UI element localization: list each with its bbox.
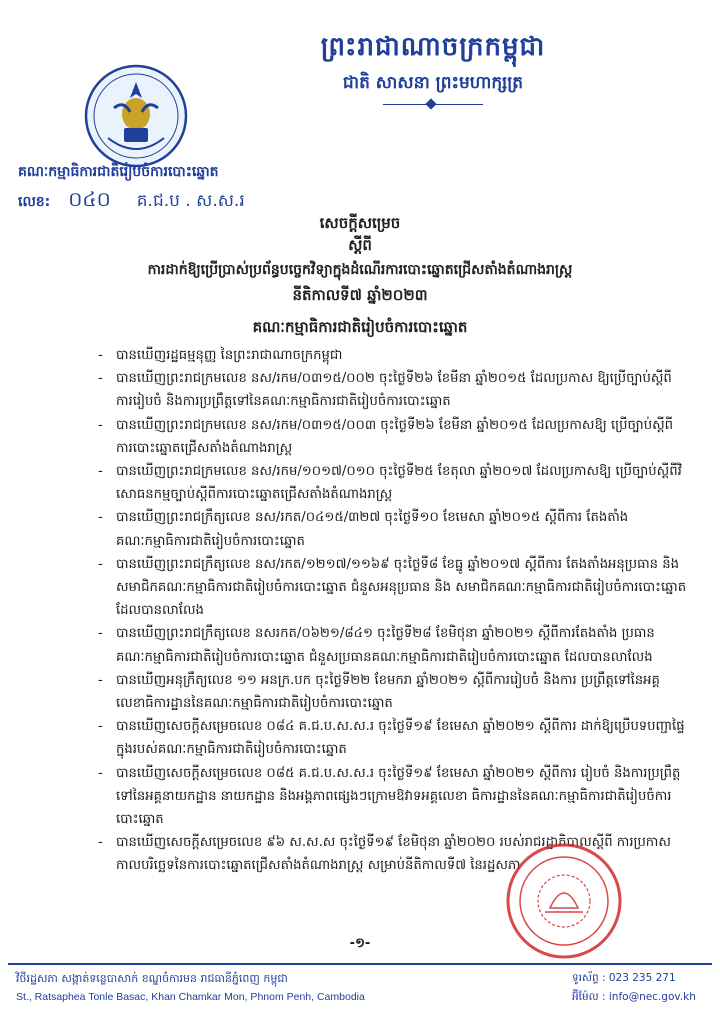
footer-email: អ៊ីម៉ែល : info@nec.gov.kh: [572, 991, 696, 1003]
committee-name: គណៈកម្មាធិការជាតិរៀបចំការបោះឆ្នោត: [18, 164, 219, 180]
list-item: - បានឃើញព្រះរាជក្រឹត្យលេខ នសរកត/០៦២១/៨៤១ ចុះថ្ងៃទី២៨ ខែមិថុនា ឆ្នាំ២០២១ ស្តីពីការតែងតាំង ប្រធានគណៈកម្មាធិការជាតិរៀបចំការបោះឆ្នោត ជំនួសប្រធានគណៈកម្មាធិការជាតិរៀបចំការបោះឆ្នោត ដែលបានលាលែង: [98, 622, 688, 668]
footer-address-kh: វិថីរដ្ឋសភា សង្កាត់ទន្លេបាសាក់ ខណ្ឌចំការមន រាជធានីភ្នំពេញ កម្ពុជា: [16, 972, 288, 985]
regarding-label: ស្តីពី: [348, 236, 372, 254]
list-item: - បានឃើញសេចក្តីសម្រេចលេខ ៩៦ ស.ស.ស ចុះថ្ងៃទី១៩ ខែមិថុនា ឆ្នាំ២០២០ របស់រាជរដ្ឋាភិបាលស្តីពី ការប្រកាសកាលបរិច្ឆេទនៃការបោះឆ្នោតជ្រើសតាំងតំណាងរាស្ត្រ សម្រាប់នីតិកាលទី៧ នៃរដ្ឋសភា: [98, 831, 688, 877]
national-motto: ជាតិ សាសនា ព្រះមហាក្សត្រ: [342, 73, 524, 93]
footer-divider: [8, 963, 712, 965]
document-number: [18, 186, 245, 216]
considerations-list: [98, 344, 688, 878]
list-item: - បានឃើញអនុក្រឹត្យលេខ ១១ អនក្រ.បក ចុះថ្ងៃទី២២ ខែមករា ឆ្នាំ២០២១ ស្តីពីការរៀបចំ និងការ ប្រព្រឹត្តទៅនៃអគ្គលេខាធិការដ្ឋាននៃគណៈកម្មាធិការជាតិរៀបចំការបោះឆ្នោត: [98, 669, 688, 715]
motto-divider: [383, 104, 483, 105]
nec-emblem-icon: [84, 64, 188, 168]
list-item: - បានឃើញព្រះរាជក្រមលេខ នស/រកម/១០១៧/០១០ ចុះថ្ងៃទី២៥ ខែតុលា ឆ្នាំ២០១៧ ដែលប្រកាសឱ្យ ប្រើច្បាប់ស្តីពីវិសោធនកម្មច្បាប់ស្តីពីការបោះឆ្នោតជ្រើសតាំងតំណាងរាស្ត្រ: [98, 460, 688, 506]
subject-title: ការដាក់ឱ្យប្រើប្រាស់ប្រព័ន្ធបច្ចេកវិទ្យាក្នុងដំណើរការបោះឆ្នោតជ្រើសតាំងតំណាងរាស្ត្រ: [147, 262, 573, 278]
list-item: - បានឃើញព្រះរាជក្រមលេខ នស/រកម/០៣១៥/០០២ ចុះថ្ងៃទី២៦ ខែមីនា ឆ្នាំ២០១៥ ដែលប្រកាស ឱ្យប្រើច្បាប់ស្តីពីការរៀបចំ និងការប្រព្រឹត្តទៅនៃគណៈកម្មាធិការជាតិរៀបចំការបោះឆ្នោត: [98, 367, 688, 413]
kingdom-title: ព្រះរាជាណាចក្រកម្ពុជា: [320, 32, 546, 62]
page-number: -១-: [349, 936, 371, 951]
document-type-title: សេចក្តីសម្រេច: [319, 214, 401, 232]
list-item: - បានឃើញព្រះរាជក្រមលេខ នស/រកម/០៣១៥/០០៣ ចុះថ្ងៃទី២៦ ខែមីនា ឆ្នាំ២០១៥ ដែលប្រកាសឱ្យ ប្រើច្បាប់ស្តីពីការបោះឆ្នោតជ្រើសតាំងតំណាងរាស្ត្រ: [98, 414, 688, 460]
number-label: លេខ:: [18, 194, 51, 210]
list-item: - បានឃើញសេចក្តីសម្រេចលេខ ០៨៤ គ.ជ.ប.ស.ស.រ ចុះថ្ងៃទី១៩ ខែមេសា ឆ្នាំ២០២១ ស្តីពីការ ដាក់ឱ្យប្រើបទបញ្ជាផ្ទៃក្នុងរបស់គណៈកម្មាធិការជាតិរៀបចំការបោះឆ្នោត: [98, 715, 688, 761]
footer-phone: ទូរស័ព្ទ : 023 235 271: [572, 972, 676, 984]
legislature-title: នីតិកាលទី៧ ឆ្នាំ២០២៣: [292, 286, 428, 304]
number-value: ០៤០: [68, 187, 111, 211]
list-item: - បានឃើញព្រះរាជក្រឹត្យលេខ នស/រកត/១២១៧/១១៦៩ ចុះថ្ងៃទី៨ ខែធ្នូ ឆ្នាំ២០១៧ ស្តីពីការ តែងតាំងអនុប្រធាន និងសមាជិកគណៈកម្មាធិការជាតិរៀបចំការបោះឆ្នោត ជំនួសអនុប្រធាន និង សមាជិកគណៈកម្មាធិការជាតិរៀបចំការបោះឆ្នោតដែលបានលាលែង: [98, 553, 688, 623]
number-code: គ.ជ.ប . ស.ស.រ: [136, 191, 245, 211]
list-item: - បានឃើញព្រះរាជក្រឹត្យលេខ នស/រកត/០៤១៥/៣២៧ ចុះថ្ងៃទី១០ ខែមេសា ឆ្នាំ២០១៥ ស្តីពីការ តែងតាំងគណៈកម្មាធិការជាតិរៀបចំការបោះឆ្នោត: [98, 506, 688, 552]
issuer-heading: គណៈកម្មាធិការជាតិរៀបចំការបោះឆ្នោត: [252, 318, 468, 336]
list-item: - បានឃើញសេចក្តីសម្រេចលេខ ០៨៥ គ.ជ.ប.ស.ស.រ ចុះថ្ងៃទី១៩ ខែមេសា ឆ្នាំ២០២១ ស្តីពីការ រៀបចំ និងការប្រព្រឹត្តទៅនៃអគ្គនាយកដ្ឋាន នាយកដ្ឋាន និងអង្គភាពផ្សេងៗក្រោមឱវាទអគ្គលេខា ធិការដ្ឋាននៃគណៈកម្មាធិការជាតិរៀបចំការបោះឆ្នោត: [98, 762, 688, 832]
list-item: - បានឃើញរដ្ឋធម្មនុញ្ញ នៃព្រះរាជាណាចក្រកម្ពុជា: [98, 344, 688, 367]
footer-address-en: St., Ratsaphea Tonle Basac, Khan Chamkar Mon, Phnom Penh, Cambodia: [16, 991, 365, 1003]
